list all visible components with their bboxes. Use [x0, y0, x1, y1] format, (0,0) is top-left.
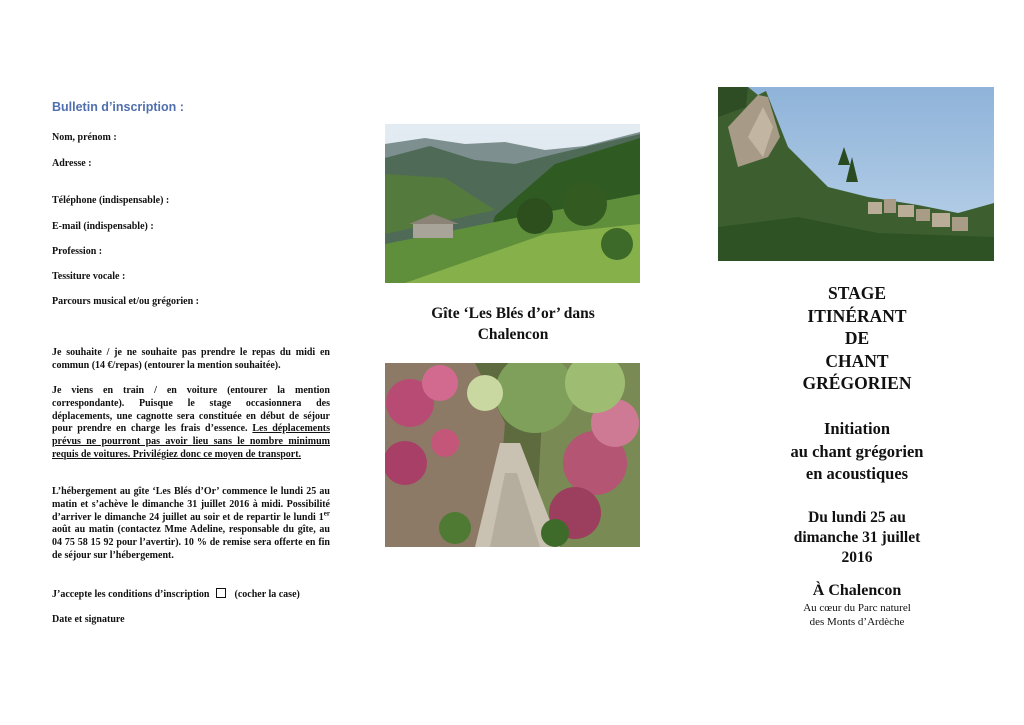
name-field-label: Nom, prénom :: [52, 132, 117, 143]
signature-label: Date et signature: [52, 614, 125, 625]
form-title: Bulletin d’inscription :: [52, 100, 184, 114]
address-field-label: Adresse :: [52, 158, 92, 169]
flower-lane-photo: [385, 363, 640, 547]
valley-landscape-image: [385, 124, 640, 283]
valley-photo: [385, 124, 640, 283]
profession-field-label: Profession :: [52, 246, 103, 257]
subtitle-line: en acoustiques: [805, 464, 909, 483]
location-line: des Monts d’Ardèche: [809, 616, 905, 628]
dates-line: 2016: [841, 549, 873, 566]
event-title: [744, 282, 970, 395]
transport-warning: Les déplacements prévus ne pourront pas avoir lieu sans le nombre minimum requis de voitures. Privilégiez donc ce moyen de transport.: [52, 423, 330, 460]
lodging-superscript: er: [323, 509, 330, 518]
chalencon-cliff-image: [718, 87, 994, 261]
flower-lane-image: [385, 363, 640, 547]
accept-label: J’accepte les conditions d’inscription: [52, 589, 210, 600]
lodging-text-part2: août au matin (contactez Mme Adeline, responsable du gîte, au 04 75 58 15 92 pour l’avertir). 10 % de remise sera offerte en fin de séjour sur l’hébergement.: [52, 524, 330, 561]
gite-caption-line2: Chalencon: [477, 326, 549, 343]
accept-checkbox[interactable]: [216, 588, 226, 598]
lodging-paragraph: [52, 486, 330, 563]
accept-hint: (cocher la case): [234, 589, 300, 600]
event-dates: [744, 508, 970, 568]
title-line: ITINÉRANT: [807, 305, 907, 326]
transport-text: Je viens en train / en voiture (entourer la mention correspondante). Puisque le stage occasionnera des déplacements, une cagnotte sera constituée en début de séjour pour prendre en charge les frais d’essence.: [52, 385, 330, 435]
background-field-label: Parcours musical et/ou grégorien :: [52, 296, 200, 307]
event-subtitle: [744, 418, 970, 486]
dates-line: dimanche 31 juillet: [793, 529, 921, 546]
dates-line: Du lundi 25 au: [808, 509, 906, 526]
event-location: À Chalencon: [812, 582, 902, 599]
title-line: CHANT: [825, 350, 889, 371]
lodging-text-part1: L’hébergement au gîte ‘Les Blés d’Or’ commence le lundi 25 au matin et s’achève le dimanche 31 juillet 2016 à midi. Possibilité d’arriver le dimanche 24 juillet au soir et de repartir le lundi 1: [52, 486, 330, 523]
location-line: Au cœur du Parc naturel: [803, 602, 911, 614]
location-description: [744, 601, 970, 629]
gite-caption: [405, 303, 621, 345]
subtitle-line: Initiation: [823, 419, 891, 438]
title-line: DE: [844, 328, 870, 348]
email-field-label: E-mail (indispensable) :: [52, 221, 154, 232]
meal-paragraph: Je souhaite / je ne souhaite pas prendre le repas du midi en commun (14 €/repas) (entourer la mention souhaitée).: [52, 347, 330, 371]
subtitle-line: au chant grégorien: [790, 441, 924, 461]
title-line: STAGE: [827, 283, 887, 303]
title-line: GRÉGORIEN: [802, 373, 912, 393]
chalencon-village-photo: [718, 87, 994, 261]
transport-paragraph: [52, 385, 330, 462]
voice-field-label: Tessiture vocale :: [52, 271, 126, 282]
gite-caption-line1: Gîte ‘Les Blés d’or’ dans: [431, 305, 595, 322]
phone-field-label: Téléphone (indispensable) :: [52, 195, 170, 206]
accept-conditions-row: [52, 588, 300, 600]
